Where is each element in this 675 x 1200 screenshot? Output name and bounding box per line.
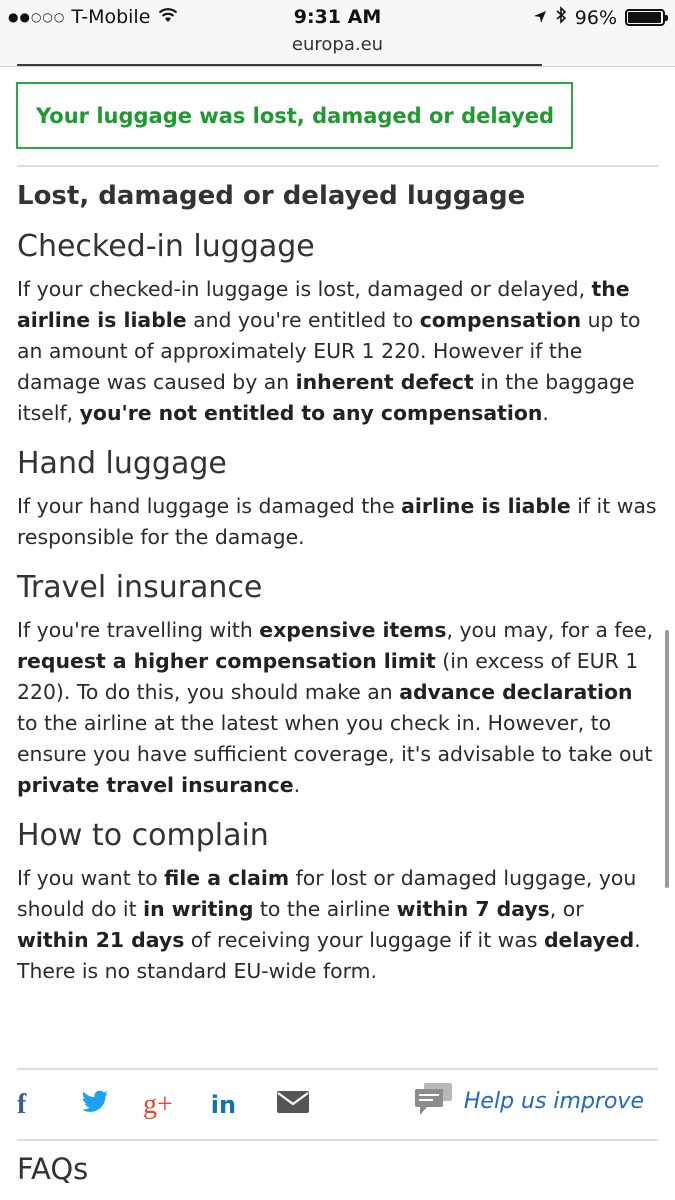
section-paragraph — [17, 863, 659, 987]
bold-text: inherent defect — [295, 370, 474, 394]
paragraph-text: , or — [549, 897, 584, 921]
top-divider — [17, 64, 542, 66]
paragraph-text: If you want to — [17, 866, 165, 890]
mail-icon[interactable] — [276, 1090, 310, 1121]
paragraph-text: and you're entitled to — [186, 308, 420, 332]
paragraph-text: if it was responsible for the damage. — [17, 494, 657, 549]
battery-level-fill — [628, 12, 661, 23]
paragraph-text: (in excess of EUR 1 220). To do this, you should make an — [17, 649, 639, 704]
bold-text: the airline is liable — [17, 277, 630, 332]
paragraph-text: If you're travelling with — [17, 618, 260, 642]
paragraph-text: to the airline — [253, 897, 397, 921]
bold-text: compensation — [419, 308, 582, 332]
section-paragraph — [17, 274, 659, 429]
share-divider-top — [17, 1068, 658, 1070]
bold-text: in writing — [143, 897, 254, 921]
paragraph-text: for lost or damaged luggage, you should do it — [17, 866, 637, 921]
article-content — [17, 176, 659, 1001]
section-divider — [17, 165, 658, 167]
status-bar — [0, 0, 675, 67]
carrier-label: T-Mobile — [71, 6, 151, 28]
address-url[interactable]: europa.eu — [291, 34, 384, 55]
paragraph-text: , you may, for a fee, — [446, 618, 654, 642]
twitter-icon[interactable] — [81, 1090, 109, 1121]
status-time: 9:31 AM — [293, 6, 382, 28]
location-arrow-icon — [533, 7, 547, 29]
bold-text: within 21 days — [17, 928, 185, 952]
paragraph-text: up to an amount of approximately EUR 1 220. However if the damage was caused by an — [17, 308, 641, 394]
bold-text: you're not entitled to any compensation — [79, 401, 543, 425]
section-paragraph — [17, 491, 659, 553]
linkedin-icon[interactable]: in — [210, 1091, 237, 1119]
battery-percent: 96% — [574, 6, 617, 29]
googleplus-icon[interactable]: g+ — [143, 1089, 173, 1120]
signal-icon: ●●○○○ — [8, 10, 66, 24]
battery-icon — [625, 9, 665, 26]
help-us-improve-link[interactable] — [414, 1082, 644, 1120]
article-sections — [17, 226, 659, 987]
faqs-heading[interactable]: FAQs — [17, 1152, 89, 1186]
highlight-box: Your luggage was lost, damaged or delayed — [16, 82, 573, 149]
paragraph-text: . There is no standard EU-wide form. — [17, 928, 641, 983]
scrollbar[interactable] — [665, 630, 669, 888]
bluetooth-icon — [555, 6, 567, 29]
section-heading: Checked-in luggage — [17, 229, 315, 264]
bold-text: private travel insurance — [17, 773, 294, 797]
bold-text: file a claim — [164, 866, 290, 890]
article-heading: Lost, damaged or delayed luggage — [17, 181, 526, 211]
bold-text: airline is liable — [401, 494, 571, 518]
paragraph-text: in the baggage itself, — [17, 370, 635, 425]
bold-text: request a higher compensation limit — [17, 649, 436, 673]
paragraph-text: . — [293, 773, 301, 797]
share-bar — [17, 1072, 658, 1138]
paragraph-text: If your hand luggage is damaged the — [17, 494, 402, 518]
status-right — [533, 6, 665, 29]
share-divider-bottom — [17, 1139, 658, 1141]
paragraph-text: of receiving your luggage if it was — [184, 928, 544, 952]
paragraph-text: . — [542, 401, 549, 425]
bold-text: within 7 days — [396, 897, 550, 921]
bold-text: delayed — [543, 928, 635, 952]
facebook-icon[interactable]: f — [17, 1089, 27, 1120]
section-heading: How to complain — [17, 818, 269, 853]
bold-text: expensive items — [259, 618, 447, 642]
section-paragraph — [17, 615, 659, 801]
bold-text: advance declaration — [399, 680, 633, 704]
section-heading: Travel insurance — [17, 570, 263, 605]
paragraph-text: to the airline at the latest when you check in. However, to ensure you have sufficient coverage, it's advisable to take out — [17, 711, 653, 766]
feedback-icon — [414, 1082, 454, 1120]
paragraph-text: If your checked-in luggage is lost, damaged or delayed, — [17, 277, 592, 301]
help-us-improve-label: Help us improve — [463, 1088, 644, 1114]
section-heading: Hand luggage — [17, 446, 227, 481]
